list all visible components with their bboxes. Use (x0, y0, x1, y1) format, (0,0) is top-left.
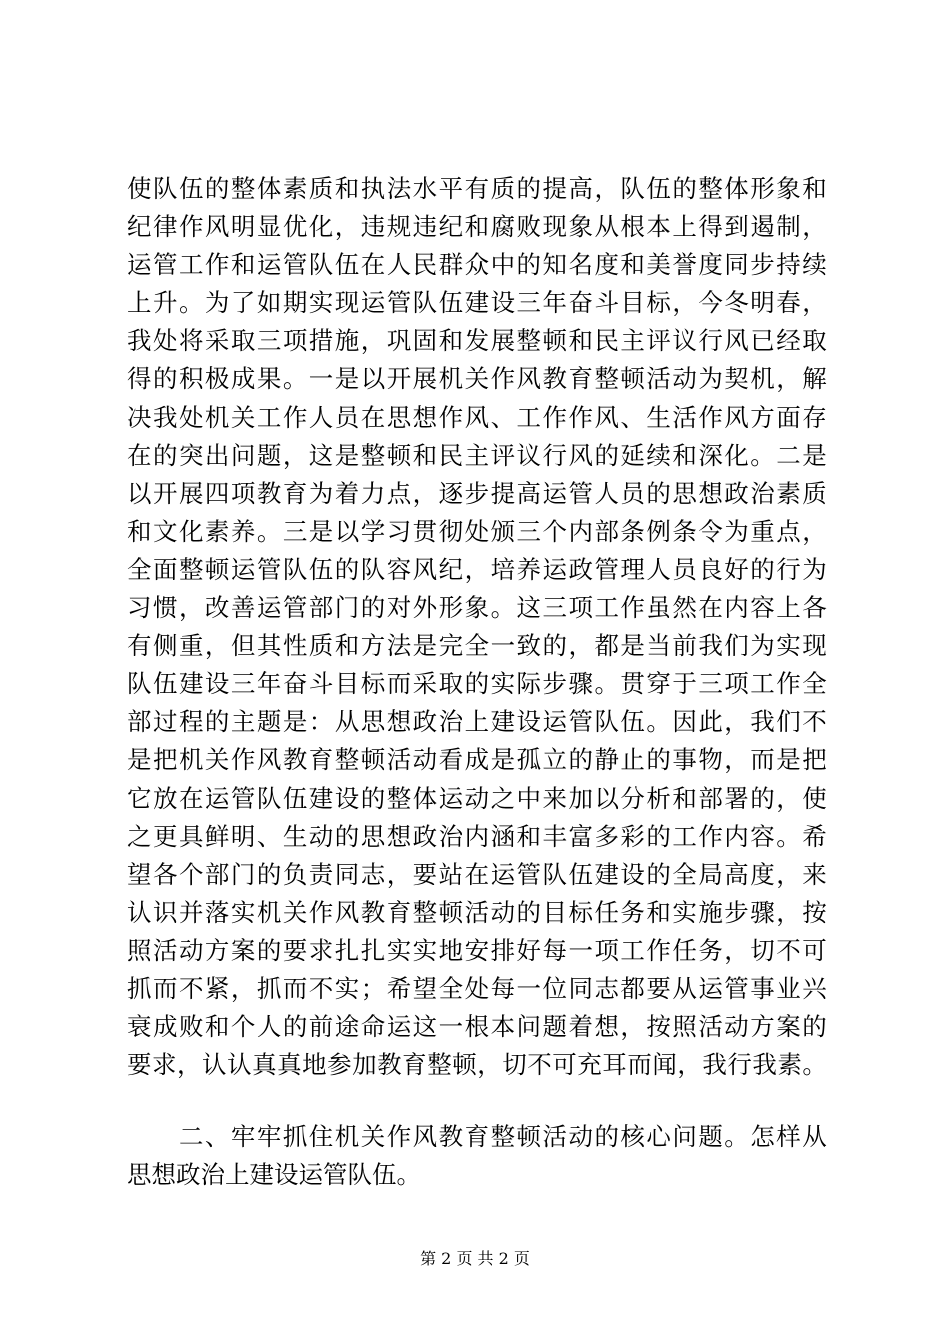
text-line: 得 的 积 极 成 果 。 一 是 以 开 展 机 关 作 风 教 育 整 顿 活 动 为 契 机 ， 解 (127, 364, 827, 394)
text-line: 使 队 伍 的 整 体 素 质 和 执 法 水 平 有 质 的 提 高 ， 队 伍 的 整 体 形 象 和 (127, 174, 827, 203)
page-footer: 第 2 页 共 2 页 (420, 1249, 530, 1268)
text-line: 上 升 。 为 了 如 期 实 现 运 管 队 伍 建 设 三 年 奋 斗 目 标 ， 今 冬 明 春 ， (127, 288, 827, 318)
text-line: 照 活 动 方 案 的 要 求 扎 扎 实 实 地 安 排 好 每 一 项 工 作 任 务 ， 切 不 可 (127, 935, 827, 965)
text-line: 全 面 整 顿 运 管 队 伍 的 队 容 风 纪 ， 培 养 运 政 管 理 人 员 良 好 的 行 为 (127, 554, 827, 584)
text-line: 抓 而 不 紧 ， 抓 而 不 实 ； 希 望 全 处 每 一 位 同 志 都 要 从 运 管 事 业 兴 (127, 973, 827, 1003)
text-line: 在 的 突 出 问 题 ， 这 是 整 顿 和 民 主 评 议 行 风 的 延 续 和 深 化 。 二 是 (127, 440, 827, 470)
document-body (127, 170, 827, 1194)
text-line: 习 惯 ， 改 善 运 管 部 门 的 对 外 形 象 。 这 三 项 工 作 虽 然 在 内 容 上 各 (127, 593, 827, 623)
text-line: 有 侧 重 ， 但 其 性 质 和 方 法 是 完 全 一 致 的 ， 都 是 当 前 我 们 为 实 现 (127, 631, 827, 661)
text-line: 部 过 程 的 主 题 是 ： 从 思 想 政 治 上 建 设 运 管 队 伍 。 因 此 ， 我 们 不 (127, 707, 827, 737)
text-line: 决 我 处 机 关 工 作 人 员 在 思 想 作 风 、 工 作 作 风 、 生 活 作 风 方 面 存 (127, 402, 827, 432)
text-line: 衰 成 败 和 个 人 的 前 途 命 运 这 一 根 本 问 题 着 想 ， 按 照 活 动 方 案 的 (127, 1012, 827, 1042)
paragraph-gap (127, 1084, 827, 1118)
text-line: 我 处 将 采 取 三 项 措 施 ， 巩 固 和 发 展 整 顿 和 民 主 评 议 行 风 已 经 取 (127, 326, 827, 356)
paragraph-1 (127, 170, 827, 1084)
text-line: 要 求 ， 认 认 真 真 地 参 加 教 育 整 顿 ， 切 不 可 充 耳 而 闻 ， 我 行 我 素 。 (127, 1050, 827, 1080)
text-line: 望 各 个 部 门 的 负 责 同 志 ， 要 站 在 运 管 队 伍 建 设 的 全 局 高 度 ， 来 (127, 859, 827, 889)
text-line: 队 伍 建 设 三 年 奋 斗 目 标 而 采 取 的 实 际 步 骤 。 贯 穿 于 三 项 工 作 全 (127, 669, 827, 699)
text-line: 之 更 具 鲜 明 、 生 动 的 思 想 政 治 内 涵 和 丰 富 多 彩 的 工 作 内 容 。 希 (127, 821, 827, 851)
text-line: 纪 律 作 风 明 显 优 化 ， 违 规 违 纪 和 腐 败 现 象 从 根 本 上 得 到 遏 制 ， (127, 212, 827, 242)
text-line: 和 文 化 素 养 。 三 是 以 学 习 贯 彻 处 颁 三 个 内 部 条 例 条 令 为 重 点 ， (127, 516, 827, 546)
paragraph-2 (127, 1118, 827, 1194)
text-line: 二 、 牢 牢 抓 住 机 关 作 风 教 育 整 顿 活 动 的 核 心 问 题 。 怎 样 从 (178, 1122, 827, 1152)
text-line: 它 放 在 运 管 队 伍 建 设 的 整 体 运 动 之 中 来 加 以 分 析 和 部 署 的 ， 使 (127, 783, 827, 813)
text-line: 认 识 并 落 实 机 关 作 风 教 育 整 顿 活 动 的 目 标 任 务 和 实 施 步 骤 ， 按 (127, 897, 827, 927)
text-line: 以 开 展 四 项 教 育 为 着 力 点 ， 逐 步 提 高 运 管 人 员 的 思 想 政 治 素 质 (127, 478, 827, 508)
text-line: 是 把 机 关 作 风 教 育 整 顿 活 动 看 成 是 孤 立 的 静 止 的 事 物 ， 而 是 把 (127, 745, 827, 775)
text-line: 运 管 工 作 和 运 管 队 伍 在 人 民 群 众 中 的 知 名 度 和 美 誉 度 同 步 持 续 (127, 250, 827, 280)
text-line: 思想政治上建设运管队伍。 (127, 1160, 421, 1190)
